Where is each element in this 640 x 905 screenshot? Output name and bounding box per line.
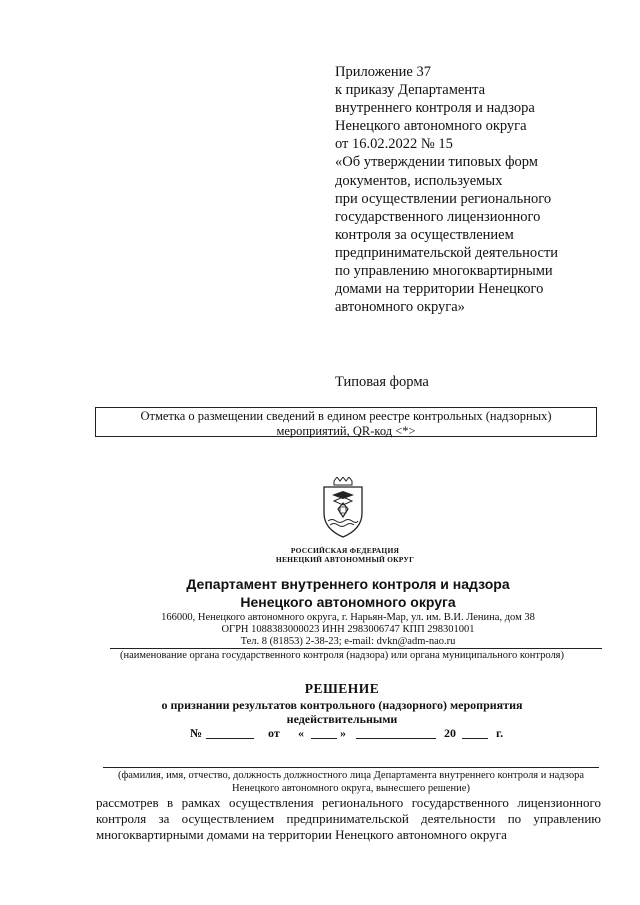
decision-subtitle-line1: о признании результатов контрольного (надзорного) мероприятия [161,698,523,712]
appendix-line: предпринимательской деятельности [335,244,559,261]
month-blank[interactable] [356,726,436,739]
appendix-line: документов, используемых [335,172,503,189]
body-line3: многоквартирными домами на территории Ненецкого автономного округа [96,827,507,842]
registry-qr-box [95,407,597,437]
appendix-line: Ненецкого автономного округа [335,118,527,135]
year-blank[interactable] [462,726,488,739]
from-label: от [268,726,280,740]
appendix-line: к приказу Департамента [335,82,486,99]
official-caption-line2: Ненецкого автономного округа, вынесшего решение) [232,783,470,794]
official-caption-line1: (фамилия, имя, отчество, должность должностного лица Департамента внутреннего контроля и надзора [117,770,585,781]
body-line1: рассмотрев в рамках осуществления регионального государственного лицензионного [96,795,601,810]
appendix-line: домами на территории Ненецкого [335,281,544,298]
appendix-line: от 16.02.2022 № 15 [335,136,453,153]
appendix-line: при осуществлении регионального [335,190,552,207]
department-contacts: Тел. 8 (81853) 2-38-23; e-mail: dvkn@adm-nao.ru [240,636,456,647]
year-prefix: 20 [444,726,456,740]
appendix-line: внутреннего контроля и надзора [335,100,535,117]
appendix-line: государственного лицензионного [335,208,541,225]
registry-box-line1: Отметка о размещении сведений в едином реестре контрольных (надзорных) [140,409,552,423]
okrug-title: НЕНЕЦКИЙ АВТОНОМНЫЙ ОКРУГ [275,555,415,564]
body-line2: контроля за осуществлением предпринимательской деятельности по управлению [96,811,601,826]
appendix-line: «Об утверждении типовых форм [335,154,538,171]
department-name-line1: Департамент внутреннего контроля и надзора [186,576,510,592]
department-address: 166000, Ненецкого автономного округа, г. Нарьян-Мар, ул. им. В.И. Ленина, дом 38 [161,612,535,623]
org-caption: (наименование органа государственного контроля (надзора) или органа муниципального контроля) [119,650,565,661]
appendix-line: по управлению многоквартирными [335,263,553,280]
appendix-line: автономного округа» [335,299,465,316]
quote-close: » [340,726,346,740]
form-type-label: Типовая форма [335,374,429,390]
decision-subtitle-line2: недействительными [286,712,398,726]
number-sign: № [190,726,203,740]
department-name-line2: Ненецкого автономного округа [240,594,456,610]
org-divider [110,648,602,649]
number-blank[interactable] [206,726,254,739]
appendix-line: Приложение 37 [335,64,431,80]
decision-body [96,795,601,843]
federation-title: РОССИЙСКАЯ ФЕДЕРАЦИЯ [290,546,400,555]
official-caption [100,769,602,795]
appendix-header [335,63,625,316]
registry-box-line2: мероприятий, QR-код <*> [276,423,416,438]
coat-of-arms-icon [310,477,376,539]
quote-open: « [298,726,304,740]
appendix-line: контроля за осуществлением [335,226,514,243]
department-ogrn: ОГРН 1088383000023 ИНН 2983006747 КПП 298301001 [221,624,475,635]
year-suffix: г. [496,726,504,740]
day-blank[interactable] [311,726,337,739]
official-divider [103,767,599,768]
decision-title: РЕШЕНИЕ [304,681,380,696]
